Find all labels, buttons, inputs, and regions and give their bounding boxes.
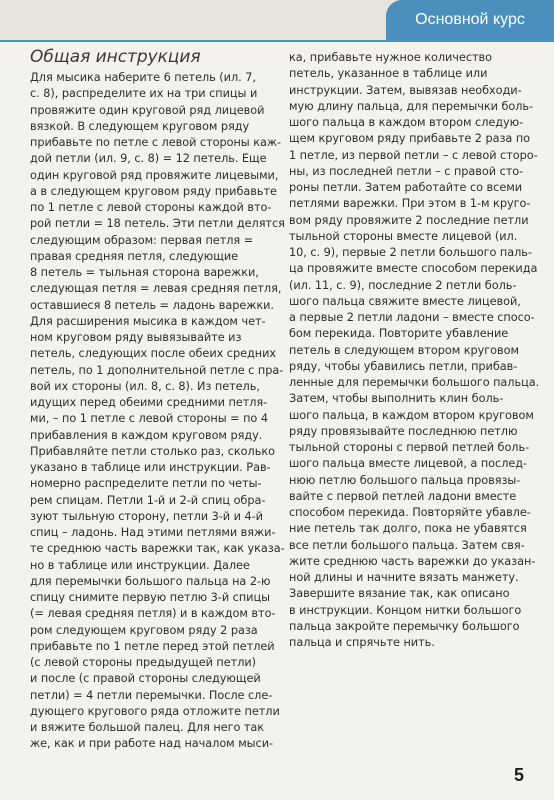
text-line: жите среднюю часть варежки до указан- (289, 554, 536, 568)
right-text-block (289, 50, 540, 651)
left-text-block (30, 70, 285, 753)
section-heading: Общая инструкция (30, 47, 201, 67)
text-line: Прибавляйте петли столько раз, сколько (30, 444, 275, 458)
text-line: указано в таблице или инструкции. Рав- (30, 461, 271, 474)
header-divider (0, 40, 554, 42)
text-line: же, как и при работе над началом мыси- (30, 737, 274, 751)
text-line: мую длину пальца, для перемычки боль- (289, 99, 534, 113)
text-line: зуют тыльную сторону, петли 3-й и 4-й (30, 509, 263, 523)
text-line: и вяжите большой палец. Для него так (30, 721, 265, 734)
text-line: нюю петлю большого пальца провязы- (289, 473, 521, 487)
text-line: те среднюю часть варежки так, как указа- (30, 542, 285, 556)
text-line: Для мысика наберите 6 петель (ил. 7, (30, 71, 256, 84)
text-line: ном круговом ряду вывязывайте из (30, 331, 242, 344)
text-line: ние петель так долго, пока не убавятся (289, 522, 527, 536)
text-line: бом перекида. Повторите убавление (289, 327, 509, 341)
text-line: тыльной стороны с первой петлей боль- (289, 441, 530, 454)
text-line: ряду, чтобы убавились петли, прибав- (289, 359, 518, 373)
text-line: номерно распределите петли по четы- (30, 477, 262, 491)
text-line: ми, – по 1 петле с левой стороны = по 4 (30, 412, 268, 426)
text-line: вайте с первой петлей ладони вместе (289, 489, 517, 503)
text-line: в инструкции. Концом нитки большого (289, 603, 522, 617)
text-line: правая средняя петля, следующие (30, 249, 239, 263)
text-line: (ил. 11, с. 9), последние 2 петли боль- (289, 278, 517, 292)
text-line: спиц – ладонь. Над этими петлями вяжи- (30, 526, 276, 539)
text-line: ром следующем круговом ряду 2 раза (30, 623, 258, 637)
text-line: один круговой ряд провяжите лицевыми, (30, 168, 279, 182)
text-line: тыльной стороны вместе лицевой (ил. (289, 229, 518, 243)
text-line: 1 петле, из первой петли – с левой сторо- (289, 148, 538, 162)
text-line: петель в следующем втором круговом (289, 343, 519, 357)
text-line: с. 8), распределите их на три спицы и (30, 87, 258, 101)
text-line: 10, с. 9), первые 2 петли большого паль- (289, 246, 532, 259)
text-line: петель, указанное в таблице или (289, 67, 488, 81)
text-line: шого пальца свяжите вместе лицевой, (289, 294, 521, 308)
text-line: (с левой стороны предыдущей петли) (30, 656, 257, 669)
text-line: для перемычки большого пальца на 2-ю (30, 574, 271, 588)
text-line: прибавления в каждом круговом ряду. (30, 428, 263, 442)
text-line: прибавьте по 1 петле перед этой петлей (30, 639, 275, 653)
text-line: а первые 2 петли ладони – вместе спосо- (289, 311, 535, 324)
text-line: шого пальца вместе лицевой, а послед- (289, 457, 528, 471)
text-line: но в таблице или инструкции. Далее (30, 558, 250, 572)
text-line: пальца закройте перемычку большого (289, 619, 520, 633)
text-line: следующим образом: первая петля = (30, 233, 254, 247)
text-line: петель, по 1 дополнительной петле с пра- (30, 363, 284, 377)
text-line: ца провяжите вместе способом перекида (289, 262, 538, 276)
text-line: ряду провязывайте последнюю петлю (289, 424, 518, 438)
text-line: Для расширения мысика в каждом чет- (30, 314, 266, 328)
right-column (289, 50, 540, 651)
text-line: дующего кругового ряда отложите петли (30, 704, 280, 718)
text-line: ны, из последней петли – с правой сто- (289, 164, 524, 178)
text-line: Затем, чтобы выполнить клин боль- (289, 392, 504, 406)
text-line: инструкции. Затем, вывязав необходи- (289, 83, 522, 97)
text-line: оставшиеся 8 петель = ладонь варежки. (30, 298, 274, 312)
text-line: спицу снимите первую петлю 3-й спицы (30, 591, 270, 604)
text-line: щем круговом ряду прибавьте 2 раза по (289, 132, 531, 146)
text-line: а в следующем круговом ряду прибавьте (30, 184, 277, 198)
text-line: вязкой. В следующем круговом ряду (30, 119, 250, 133)
text-line: способом перекида. Повторяйте убавле- (289, 506, 531, 519)
text-line: следующая петля = левая средняя петля, (30, 282, 282, 296)
left-column (30, 46, 285, 753)
text-line: пальца и спрячьте нить. (289, 636, 435, 649)
text-line: идущих перед обеими средними петля- (30, 396, 268, 409)
text-line: вой их стороны (ил. 8, с. 8). Из петель, (30, 379, 260, 393)
text-line: петлями варежки. При этом в 1-м круго- (289, 197, 531, 211)
text-line: все петли большого пальца. Затем свя- (289, 538, 525, 552)
text-line: рой петли = 18 петель. Эти петли делятся (30, 217, 285, 231)
text-line: (= левая средняя петля) и в каждом вто- (30, 607, 276, 621)
text-line: шого пальца в каждом втором следую- (289, 116, 524, 129)
text-line: вом ряду провяжите 2 последние петли (289, 213, 529, 227)
text-line: ной длины и начните вязать манжету. (289, 571, 519, 584)
text-line: петли) = 4 петли перемычки. После сле- (30, 688, 273, 702)
page-number: 5 (513, 765, 524, 785)
text-line: ка, прибавьте нужное количество (289, 51, 492, 64)
text-line: рем спицам. Петли 1-й и 2-й спиц обра- (30, 493, 266, 507)
text-line: Завершите вязание так, как описано (289, 587, 510, 601)
text-line: 8 петель = тыльная сторона варежки, (30, 266, 259, 279)
text-line: роны петли. Затем работайте со всеми (289, 181, 522, 194)
text-line: прибавьте по петле с левой стороны каж- (30, 136, 282, 149)
text-line: и после (с правой стороны следующей (30, 672, 261, 686)
text-line: дой петли (ил. 9, с. 8) = 12 петель. Еще (30, 152, 267, 166)
text-line: петель, следующих после обеих средних (30, 347, 276, 361)
section-tab: Основной курс (386, 0, 554, 40)
text-line: по 1 петле с левой стороны каждой вто- (30, 201, 272, 214)
text-line: шого пальца, в каждом втором круговом (289, 408, 534, 422)
text-line: ленные для перемычки большого пальца. (289, 376, 540, 389)
text-line: провяжите один круговой ряд лицевой (30, 103, 265, 117)
